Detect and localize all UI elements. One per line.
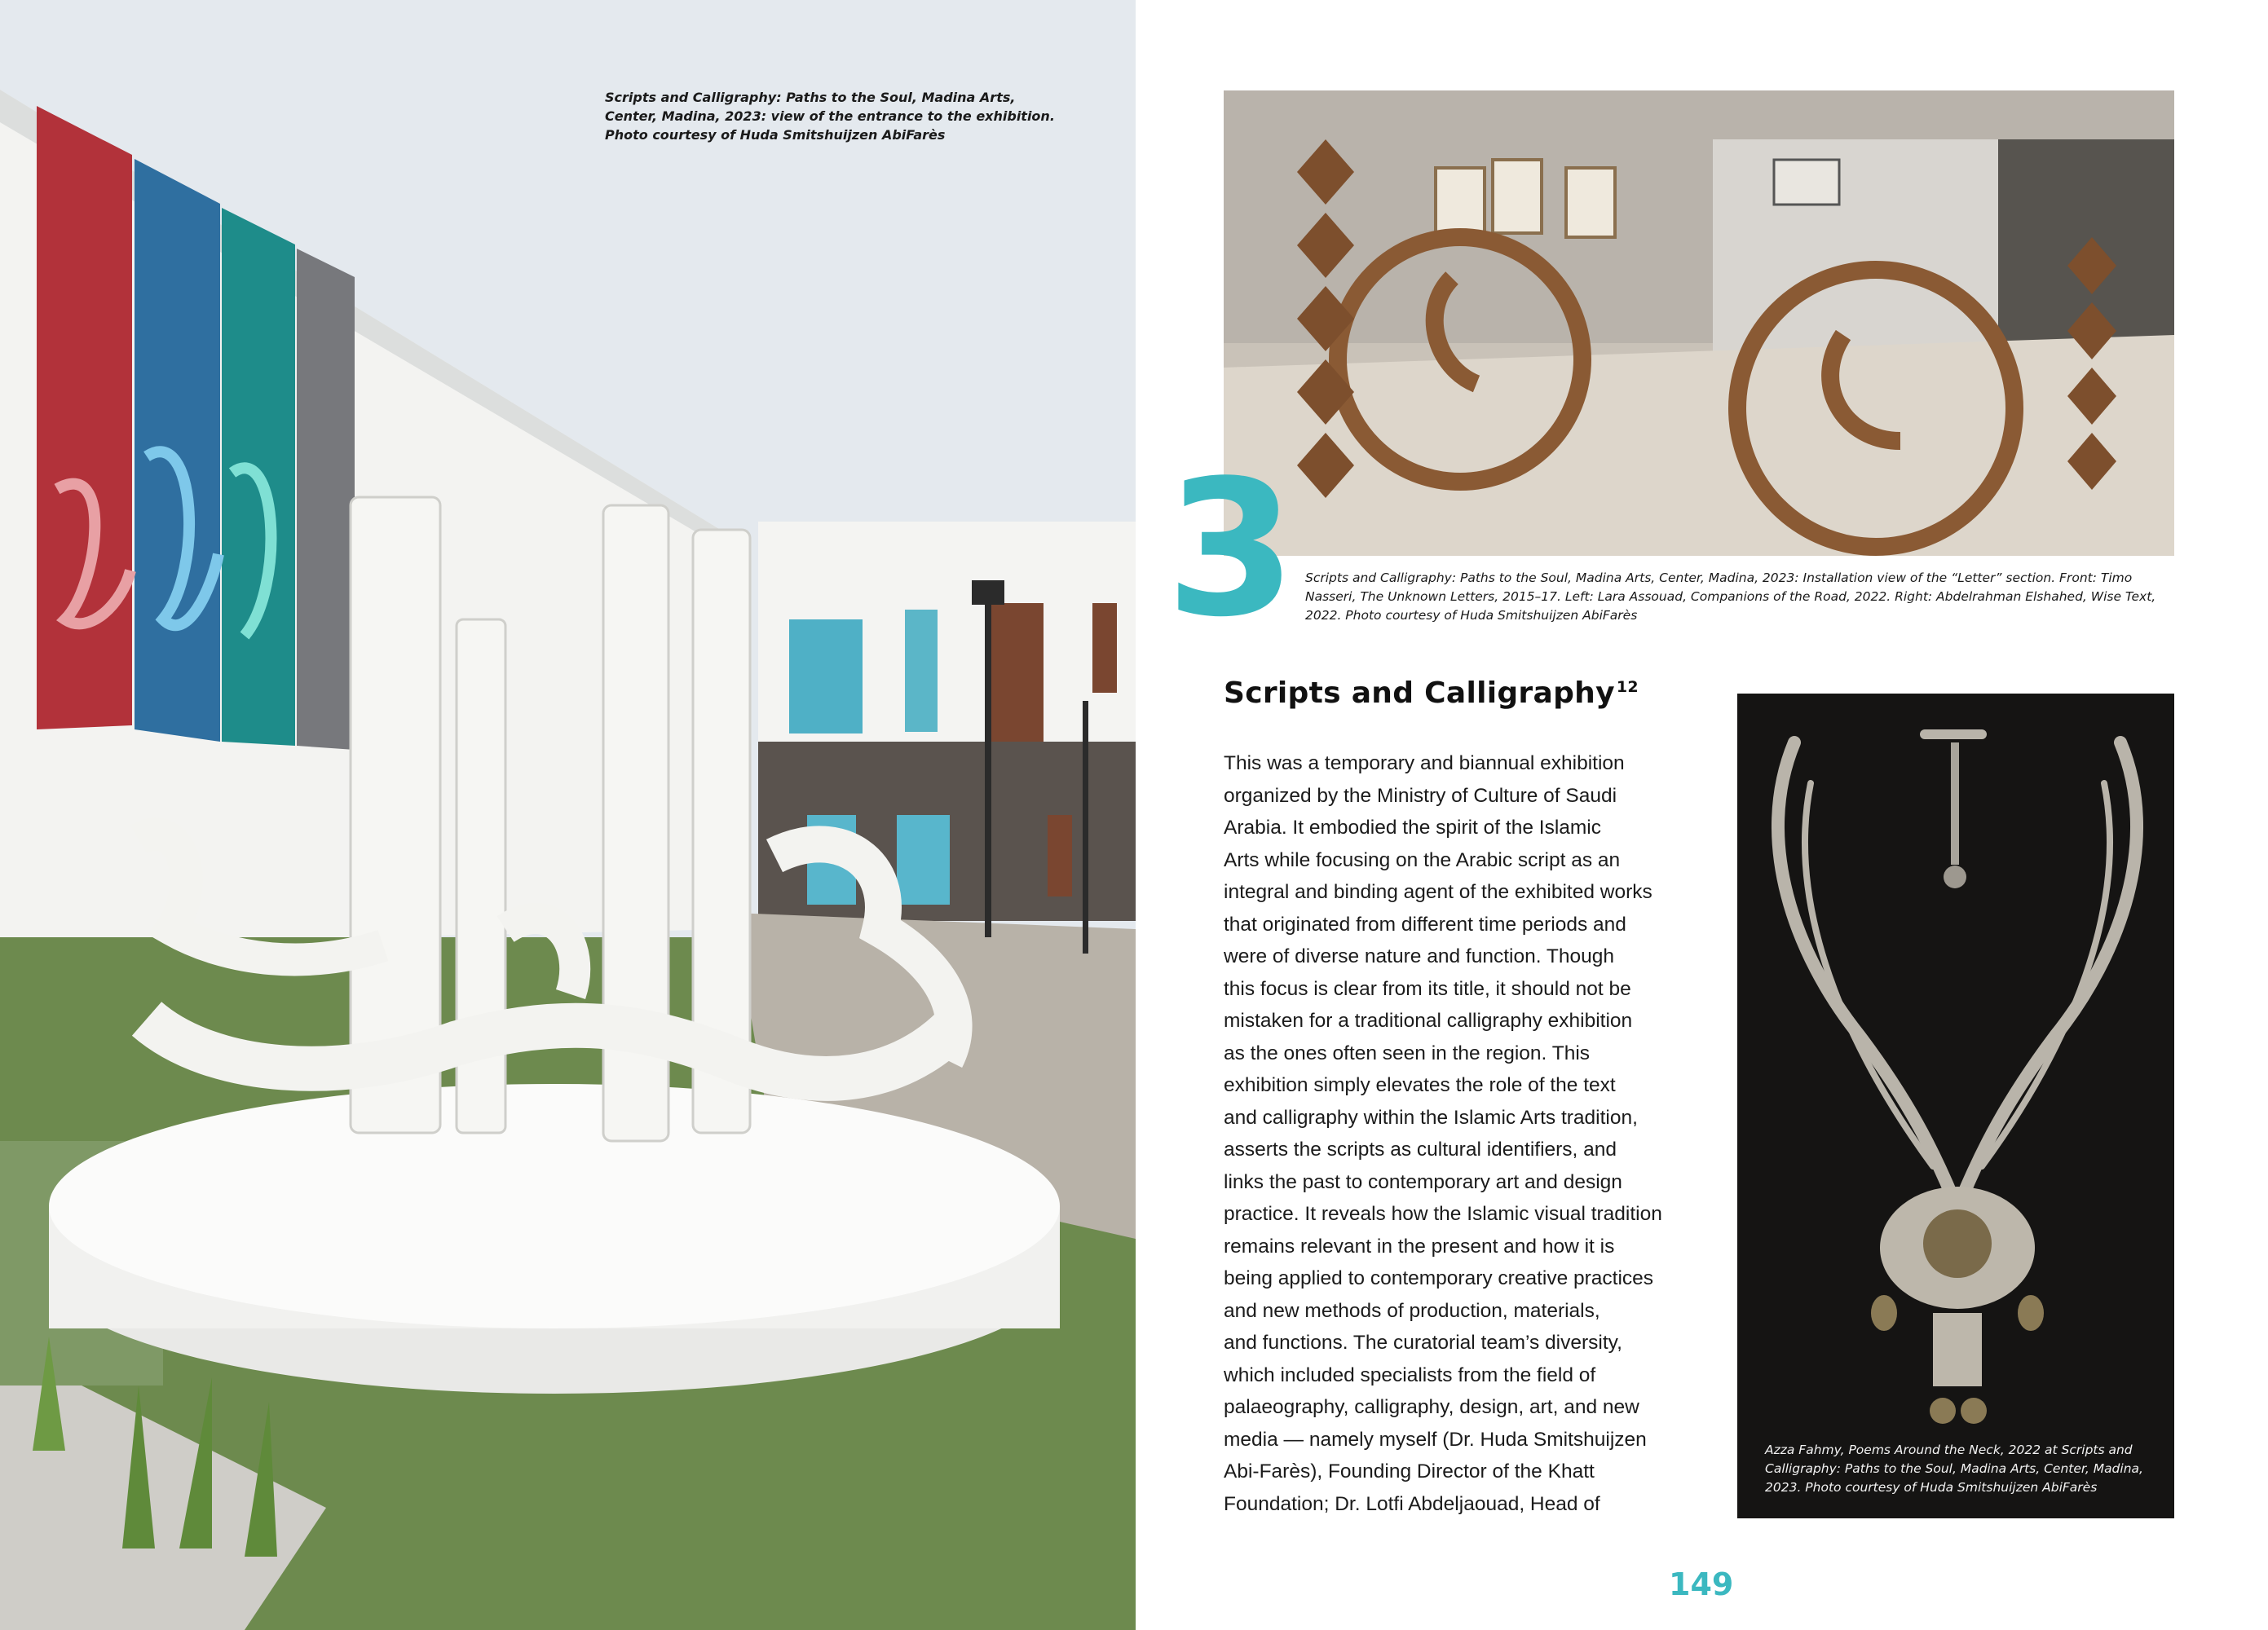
body-line: Arabia. It embodied the spirit of the Islamic: [1224, 817, 1601, 839]
body-line: media — namely myself (Dr. Huda Smitshuijzen: [1224, 1428, 1647, 1451]
body-line: asserts the scripts as cultural identifiers, and: [1224, 1139, 1617, 1161]
body-line: remains relevant in the present and how it is: [1224, 1235, 1615, 1258]
body-line: organized by the Ministry of Culture of Saudi: [1224, 784, 1617, 807]
necklace-photo-caption: Azza Fahmy, Poems Around the Neck, 2022 at Scripts and Calligraphy: Paths to the Soul, Madina Arts, Center, Madina, 2023. Photo courtesy of Huda Smitshuijzen AbiFarès: [1765, 1443, 2143, 1495]
installation-view-photo: [1224, 90, 2174, 556]
page-number: 149: [1669, 1566, 1734, 1602]
body-line: and new methods of production, materials,: [1224, 1299, 1600, 1322]
body-line: were of diverse nature and function. Though: [1224, 945, 1614, 967]
body-line: mistaken for a traditional calligraphy exhibition: [1224, 1010, 1633, 1032]
body-line: practice. It reveals how the Islamic visual tradition: [1224, 1203, 1662, 1225]
body-line: exhibition simply elevates the role of the text: [1224, 1074, 1616, 1096]
section-title-text: Scripts and Calligraphy: [1224, 676, 1615, 710]
installation-scene: [1224, 90, 2174, 556]
banner-red: [37, 106, 132, 729]
body-line: being applied to contemporary creative practices: [1224, 1267, 1654, 1289]
body-line: Abi-Farès), Founding Director of the Khatt: [1224, 1460, 1595, 1482]
necklace-photo: [1737, 694, 2174, 1518]
body-line: This was a temporary and biannual exhibition: [1224, 752, 1625, 774]
necklace-scene: [1737, 694, 2174, 1518]
entrance-photo-caption: Scripts and Calligraphy: Paths to the Soul, Madina Arts, Center, Madina, 2023: view of the entrance to the exhibition. Photo courtesy of Huda Smitshuijzen AbiFarès: [605, 90, 1055, 143]
section-title: [1224, 676, 1639, 710]
footnote-marker: 12: [1616, 678, 1639, 696]
body-line: and calligraphy within the Islamic Arts tradition,: [1224, 1106, 1638, 1129]
banner-grey: [297, 249, 355, 750]
body-line: which included specialists from the field of: [1224, 1363, 1596, 1386]
body-line: Arts while focusing on the Arabic script as an: [1224, 848, 1621, 871]
body-text: [1224, 747, 1688, 1520]
installation-photo-caption: Scripts and Calligraphy: Paths to the Soul, Madina Arts, Center, Madina, 2023: Installation view of the “Letter” section. Front: Timo Nasseri, The Unknown Letters, 2015–17. Left: Lara Assouad, Companions of the Road, 2022. Right: Abdelrahman Elshahed, Wise Text, 2022. Photo courtesy of Huda Smitshuijzen AbiFarès: [1305, 570, 2156, 623]
body-line: as the ones often seen in the region. This: [1224, 1042, 1591, 1064]
body-line: that originated from different time periods and: [1224, 913, 1626, 936]
body-line: this focus is clear from its title, it should not be: [1224, 977, 1631, 1000]
body-line: Foundation; Dr. Lotfi Abdeljaouad, Head of: [1224, 1492, 1600, 1515]
body-line: palaeography, calligraphy, design, art, and new: [1224, 1396, 1639, 1418]
body-line: integral and binding agent of the exhibited works: [1224, 881, 1652, 903]
body-line: and functions. The curatorial team’s diversity,: [1224, 1332, 1622, 1354]
body-line: links the past to contemporary art and design: [1224, 1170, 1622, 1193]
section-number: 3: [1166, 441, 1297, 659]
